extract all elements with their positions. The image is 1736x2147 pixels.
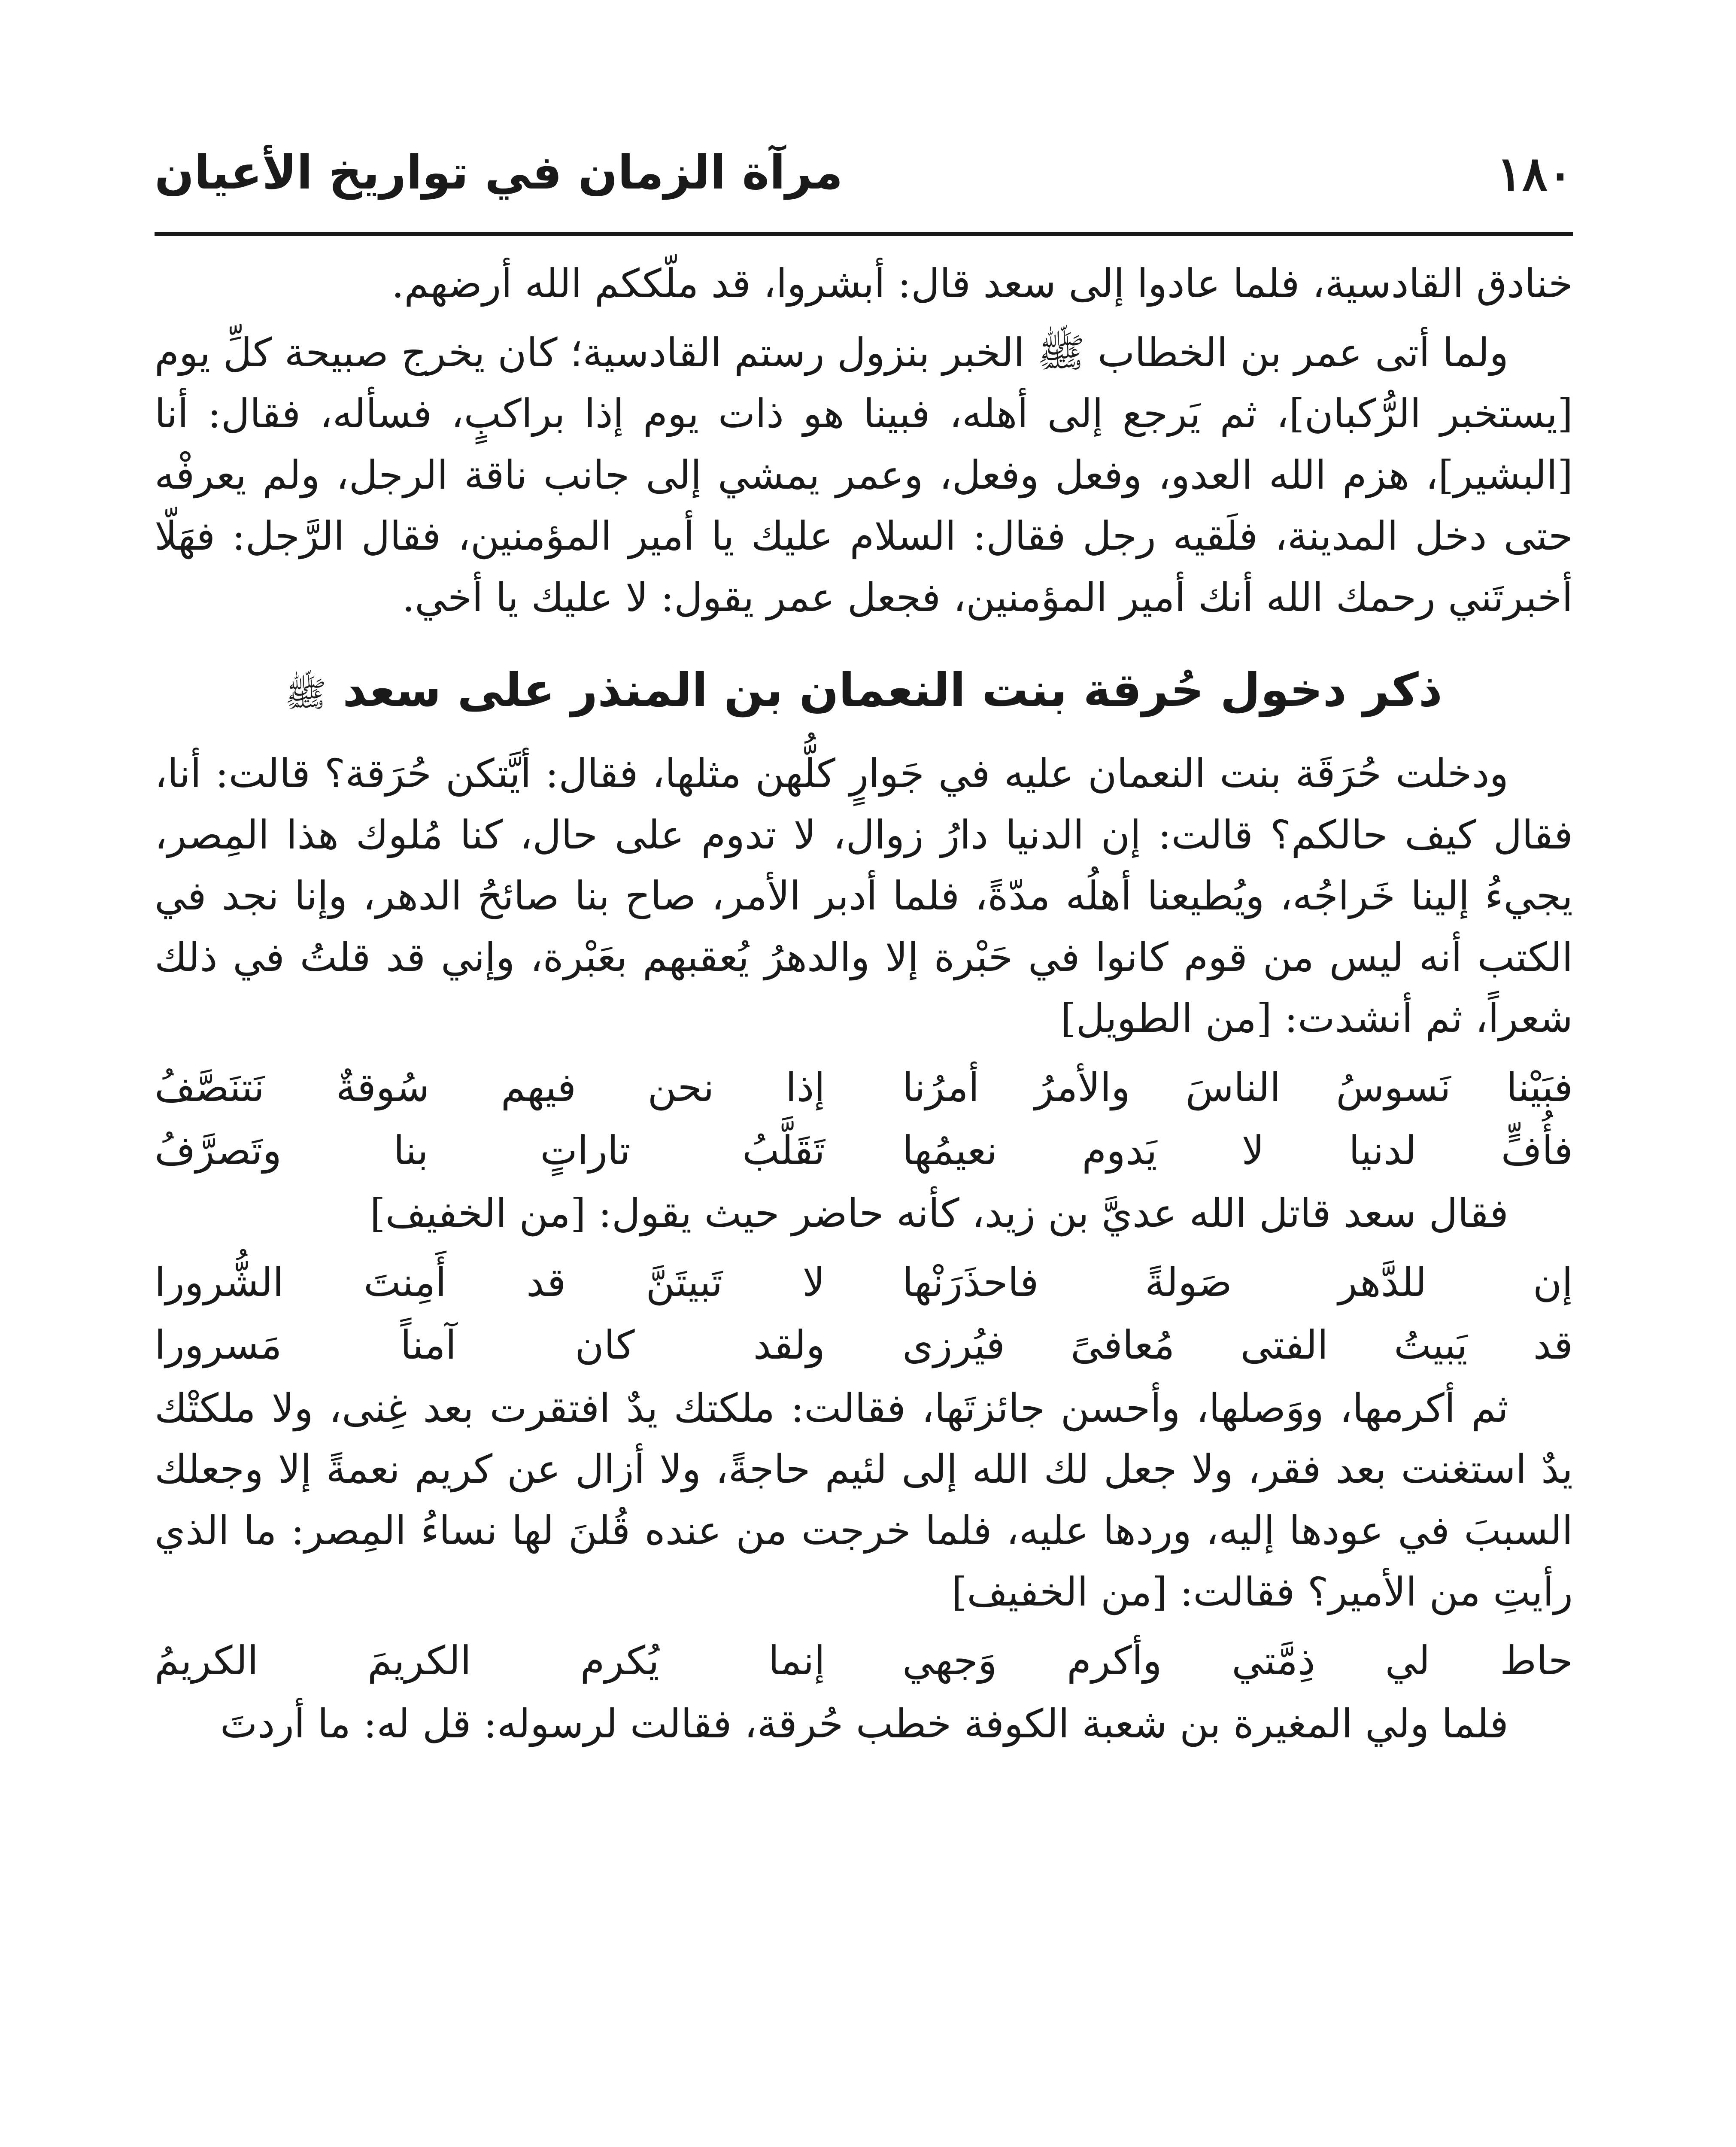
paragraph-mughira: فلما ولي المغيرة بن شعبة الكوفة خطب حُرقة، فقالت لرسوله: قل له: ما أردتَ [220,1700,1508,1747]
verse-second-hemistich: لا تَبيتَنَّ قد أَمِنتَ الشُّرورا [155,1259,825,1305]
section-title: ذكر دخول حُرقة بنت النعمان بن المنذر على سعد [343,663,1443,717]
verse-first-hemistich: قد يَبيتُ الفتى مُعافىً فيُرزى [902,1322,1573,1368]
paragraph-hurqa-text: ودخلت حُرَقَة بنت النعمان عليه في جَوارٍ كلُّهن مثلها، فقال: أيَّتكن حُرَقة؟ قالت: أنا، فقال كيف حالكم؟ قالت: إن الدنيا دارُ زوال، لا تدوم على حال، كنا مُلوك هذا المِصر، يجيءُ إلينا خَراجُه، ويُطيعنا أهلُه مدّةً، فلما أدبر الأمر، صاح بنا صائحُ الدهر، وإنا نجد في الكتب أنه ليس من قوم كانوا في حَبْرة إلا والدهرُ يُعقبهم بعَبْرة، وإني قد قلتُ في ذلك شعراً، ثم أنشدت: [155,750,1573,1042]
verse-second-hemistich: تَقَلَّبُ تاراتٍ بنا وتَصرَّفُ [155,1127,825,1174]
verse-first-hemistich: فبَيْنا نَسوسُ الناسَ والأمرُ أمرُنا [902,1064,1573,1110]
page-header [155,129,1573,219]
paragraph-umar-news: ولما أتى عمر بن الخطاب ﷺ الخبر بنزول رستم القادسية؛ كان يخرج صبيحة كلِّ يوم [يستخبر الرُّكبان]، ثم يَرجع إلى أهله، فبينا هو ذات يوم إذا براكبٍ، فسأله، فقال: أنا [البشير]، هزم الله العدو، وفعل وفعل، وعمر يمشي إلى جانب ناقة الرجل، ولم يعرفْه حتى دخل المدينة، فلَقيه رجل فقال: السلام عليك يا أمير المؤمنين، فقال الرَّجل: فهَلّا أخبرتَني رحمك الله أنك أمير المؤمنين، فجعل عمر يقول: لا عليك يا أخي. [155,329,1573,620]
paragraph-hurqa-blessing [155,1378,1573,1623]
poem-verse [155,1315,1573,1376]
paragraph-hurqa-entry [155,743,1573,1049]
poem-verse [155,1252,1573,1314]
header-rule [155,232,1573,236]
page-number: ١٨٠ [1496,146,1573,201]
running-title: مرآة الزمان في تواريخ الأعيان [155,146,843,200]
paragraph-saad-text: فقال سعد قاتل الله عديَّ بن زيد، كأنه حاضر حيث يقول: [598,1190,1508,1237]
honorific-glyph: ﷺ [285,674,327,714]
verse-first-hemistich: فأُفٍّ لدنيا لا يَدوم نعيمُها [902,1127,1573,1174]
verse-first-hemistich: إن للدَّهر صَولةً فاحذَرَنْها [902,1259,1573,1305]
paragraph-qadisiyya-end: خنادق القادسية، فلما عادوا إلى سعد قال: أبشروا، قد ملّككم الله أرضهم. [391,261,1573,307]
paragraph-saad-quote [155,1183,1573,1244]
verse-first-hemistich: حاط لي ذِمَّتي وأكرم وَجهي [902,1638,1573,1684]
meter-label: [من الخفيف] [951,1569,1168,1615]
poem-verse [155,1120,1573,1182]
poem-verse [155,1630,1573,1692]
paragraph-karam-text: ثم أكرمها، ووَصلها، وأحسن جائزتَها، فقالت: ملكتك يدٌ افتقرت بعد غِنى، ولا ملكتْك يدٌ استغنت بعد فقر، ولا جعل لك الله إلى لئيم حاجةً، ولا أزال عن كريم نعمةً إلا وجعلك السببَ في عودها إليه، وردها عليه، فلما خرجت من عنده قُلنَ لها نساءُ المِصر: ما الذي رأيتِ من الأمير؟ فقالت: [155,1385,1573,1615]
verse-second-hemistich: إذا نحن فيهم سُوقةٌ نَتنَصَّفُ [155,1064,825,1110]
verse-second-hemistich: إنما يُكرم الكريمَ الكريمُ [155,1638,825,1684]
poem-verse [155,1057,1573,1119]
verse-second-hemistich: ولقد كان آمناً مَسرورا [155,1322,825,1368]
section-heading [155,654,1573,726]
meter-label: [من الخفيف] [370,1190,586,1237]
meter-label: [من الطويل] [1060,995,1272,1042]
page-body [155,253,1573,2147]
